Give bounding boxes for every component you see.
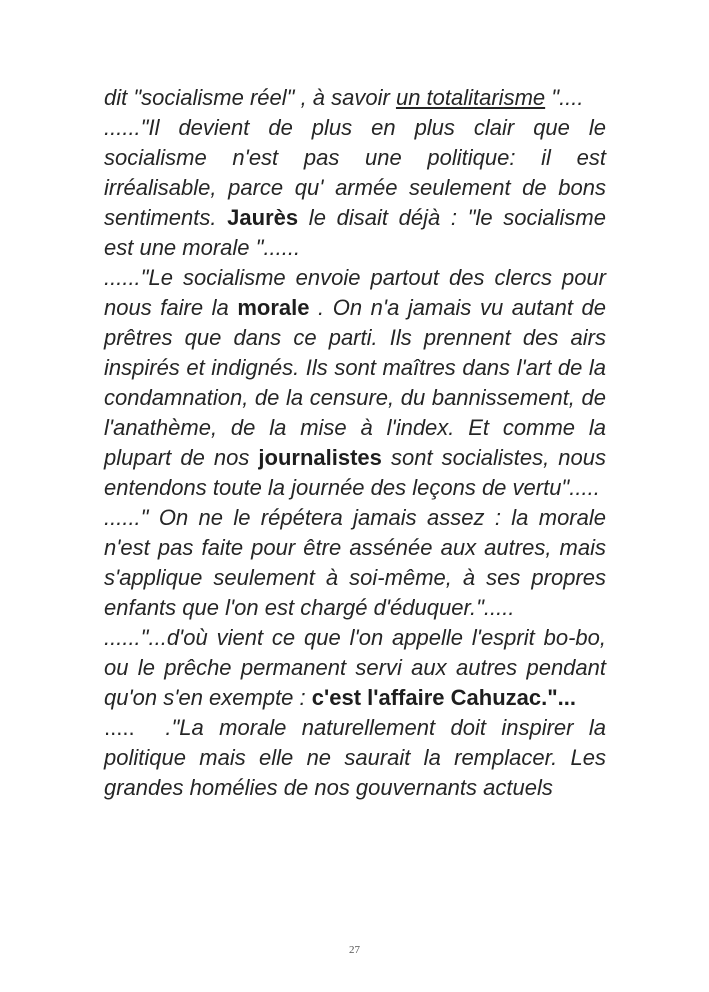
page-number: 27 bbox=[349, 944, 360, 956]
body-text bbox=[104, 83, 606, 803]
text-segment: ..... bbox=[104, 715, 150, 740]
text-segment: ."La morale naturellement doit inspirer la politique mais elle ne saurait la remplacer. Les grandes homélies de nos gouvernants actuels bbox=[104, 715, 606, 800]
bold-name: Jaurès bbox=[227, 205, 299, 230]
paragraph-2 bbox=[104, 113, 606, 263]
text-segment: ......" On ne le répétera jamais assez : la morale n'est pas faite pour être assénée aux autres, mais s'applique seulement à soi-même, à ses propres enfants que l'on est chargé d'éduquer."..... bbox=[104, 505, 606, 620]
bold-phrase: c'est l'affaire Cahuzac."... bbox=[311, 685, 576, 710]
underlined-phrase: un totalitarisme bbox=[395, 85, 546, 110]
text-segment: ......"...d'où vient ce que l'on appelle l'esprit bo-bo, ou le prêche permanent servi aux autres pendant qu'on s'en exempte : bbox=[104, 625, 606, 710]
paragraph-3 bbox=[104, 263, 606, 503]
text-segment: le disait déjà : "le socialisme est une morale "...... bbox=[104, 205, 606, 260]
text-segment: . On n'a jamais vu autant de prêtres que dans ce parti. Ils prennent des airs inspirés et indignés. Ils sont maîtres dans l'art de la condamnation, de la censure, du bannissement, de l'anathème, de la mise à l'index. Et comme la plupart de nos bbox=[104, 295, 606, 470]
text-segment: ".... bbox=[545, 85, 584, 110]
text-segment: dit "socialisme réel" , à savoir bbox=[104, 85, 396, 110]
paragraph-5 bbox=[104, 623, 606, 713]
paragraph-1 bbox=[104, 83, 606, 113]
paragraph-4 bbox=[104, 503, 606, 623]
bold-word: journalistes bbox=[258, 445, 382, 470]
text-segment: ......"Le socialisme envoie partout des clercs pour nous faire la bbox=[104, 265, 606, 320]
paragraph-6 bbox=[104, 713, 606, 803]
bold-word: morale bbox=[237, 295, 310, 320]
text-segment: sont socialistes, nous entendons toute la journée des leçons de vertu"..... bbox=[104, 445, 606, 500]
text-segment: ......"Il devient de plus en plus clair que le socialisme n'est pas une politique: il est irréalisable, parce qu' armée seulement de bons sentiments. bbox=[104, 115, 606, 230]
